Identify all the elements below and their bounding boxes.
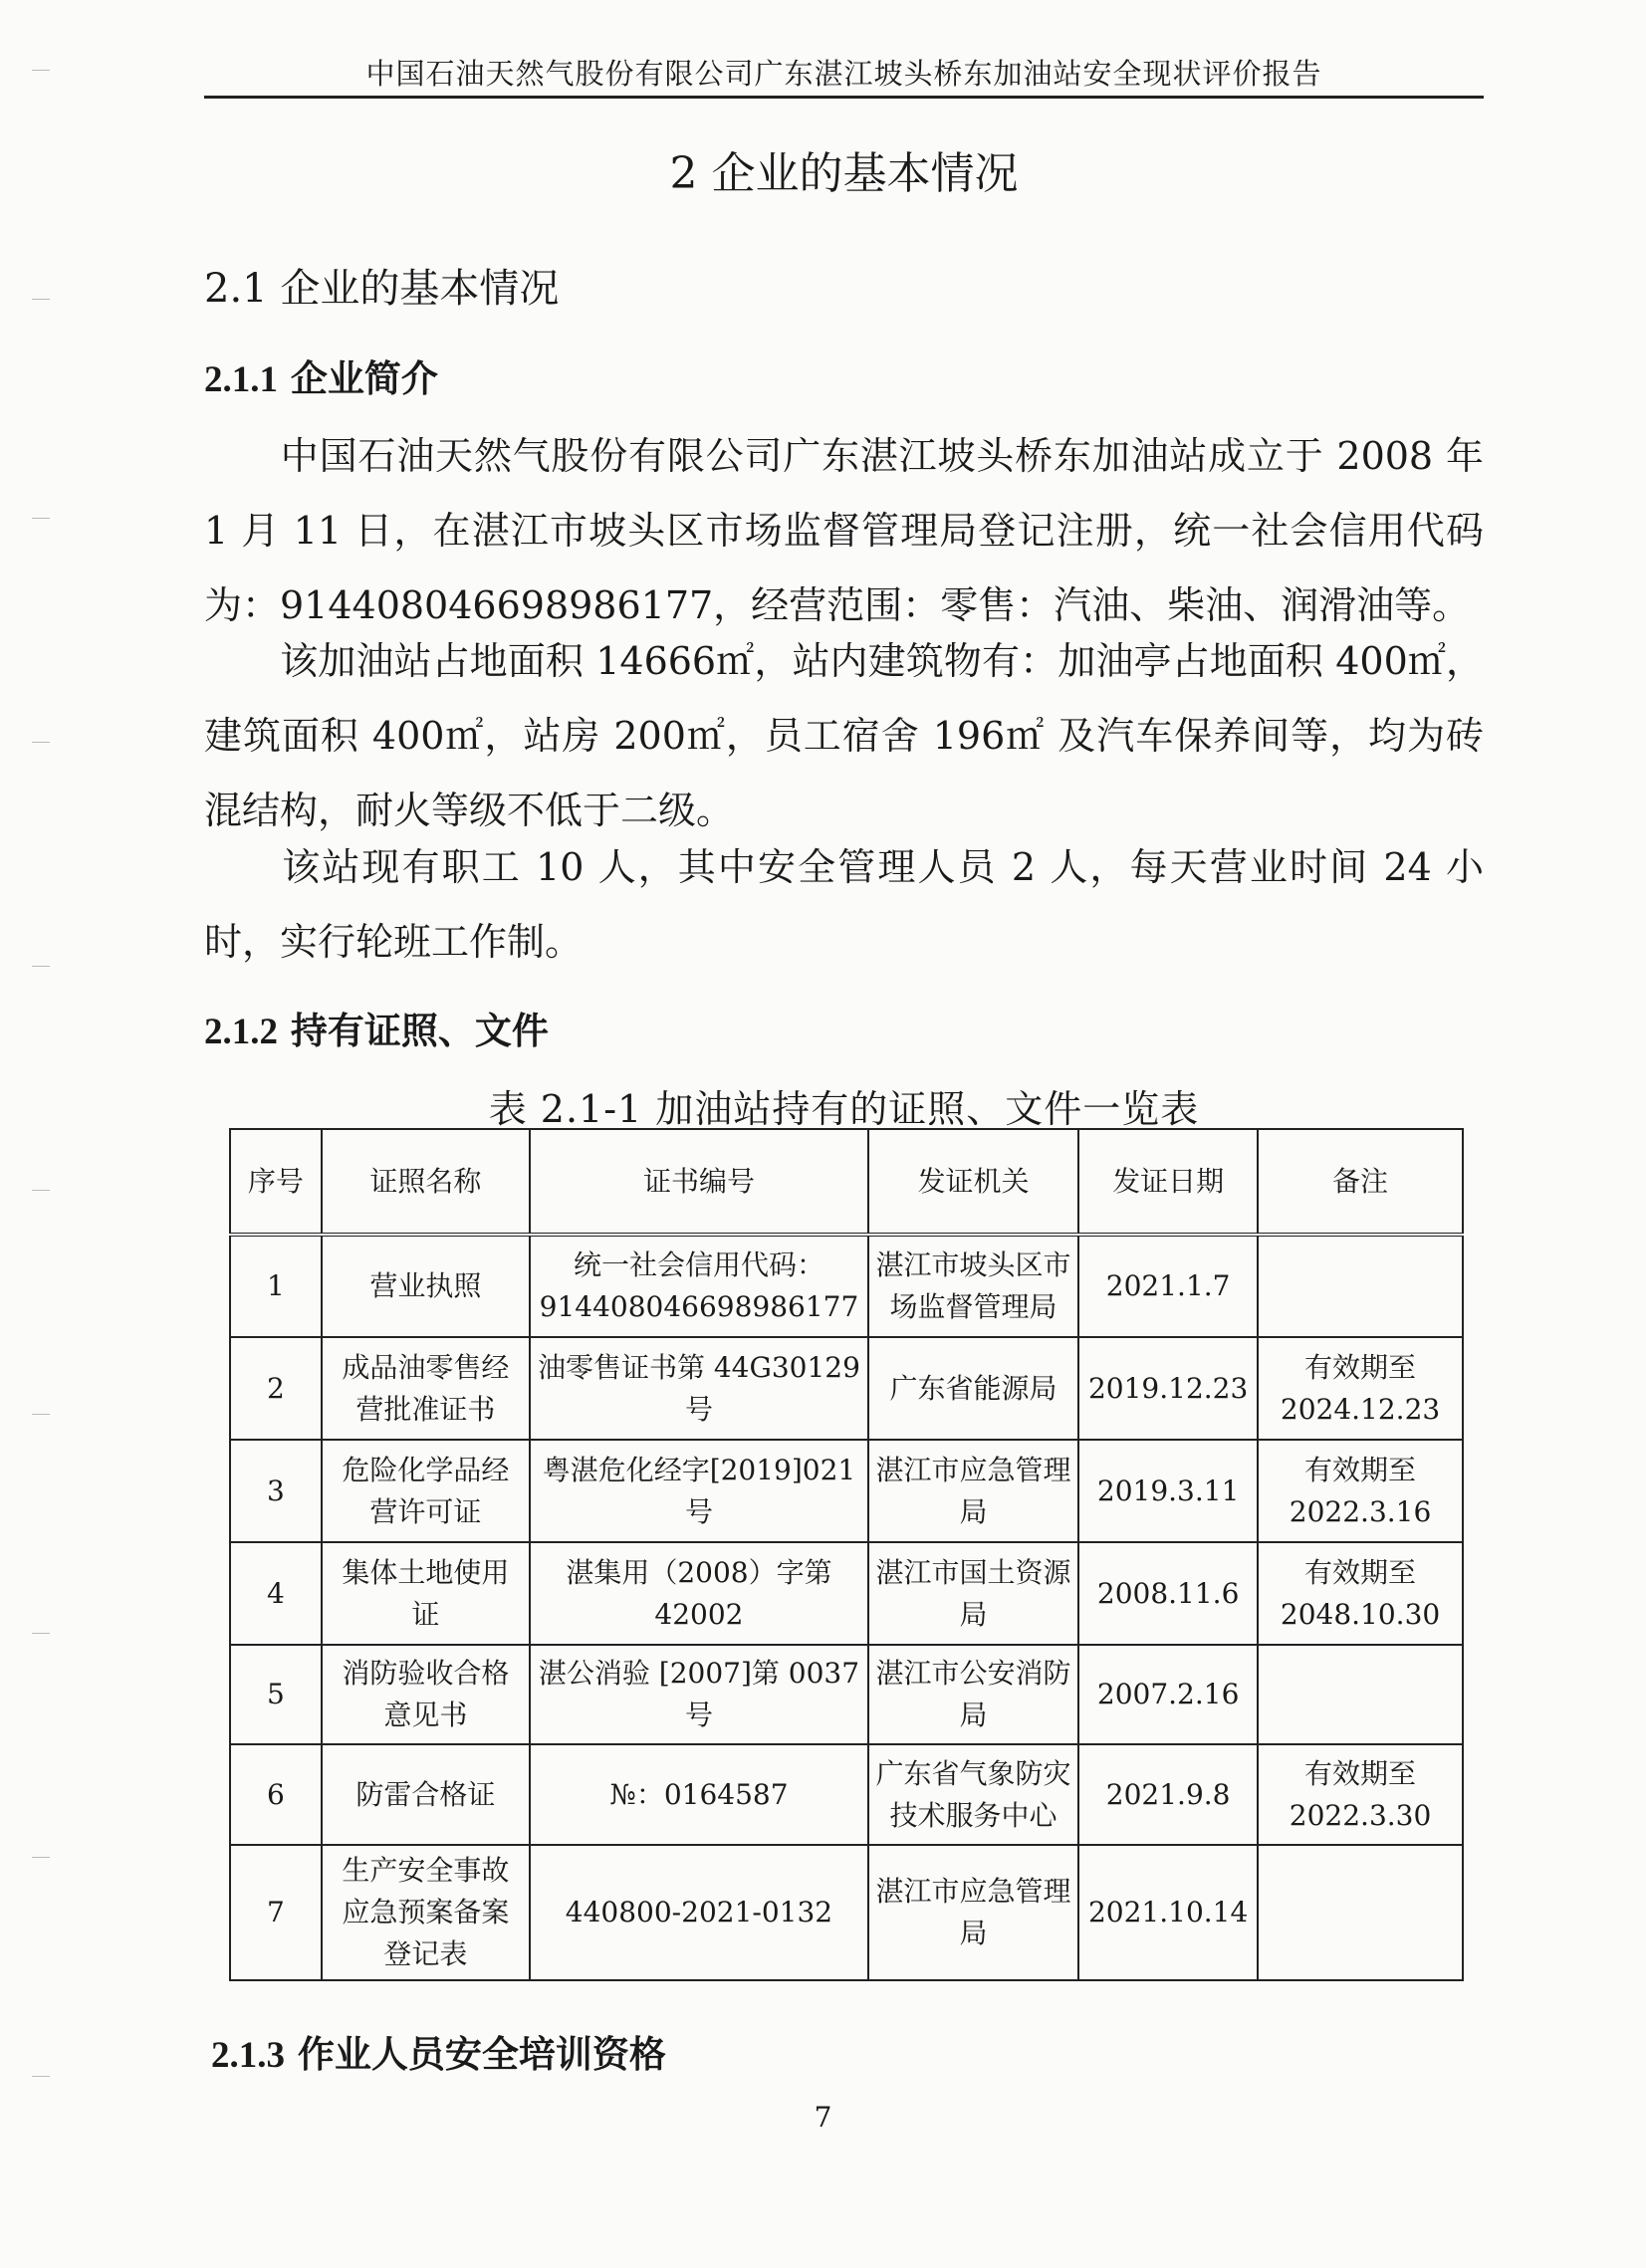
col-header-index: 序号 (230, 1129, 322, 1235)
scan-margin-mark (32, 742, 50, 743)
section-2-1-1-heading (204, 348, 438, 402)
cell-index: 4 (230, 1542, 322, 1645)
cell-date: 2019.12.23 (1078, 1337, 1258, 1440)
cell-number: 统一社会信用代码：914408046698986177 (530, 1235, 868, 1337)
scan-margin-mark (32, 518, 50, 519)
scan-margin-mark (32, 966, 50, 967)
running-header: 中国石油天然气股份有限公司广东湛江坡头桥东加油站安全现状评价报告 (365, 57, 1322, 91)
intro-paragraph-1 (204, 419, 1484, 643)
table-caption: 表 2.1-1 加油站持有的证照、文件一览表 (488, 1087, 1200, 1131)
cell-date: 2008.11.6 (1078, 1542, 1258, 1645)
section-2-1-2-label: 持有证照、文件 (290, 1009, 549, 1052)
section-2-1-2-heading (204, 1001, 549, 1054)
intro-paragraph-3 (204, 830, 1484, 980)
cell-index: 6 (230, 1744, 322, 1845)
cell-issuer: 湛江市国土资源局 (868, 1542, 1078, 1645)
cell-name: 消防验收合格意见书 (322, 1645, 530, 1744)
cell-number: 440800-2021-0132 (530, 1845, 868, 1980)
col-header-date: 发证日期 (1078, 1129, 1258, 1235)
scan-margin-mark (32, 70, 50, 71)
table-row (230, 1542, 1463, 1645)
cell-date: 2007.2.16 (1078, 1645, 1258, 1744)
cell-date: 2021.9.8 (1078, 1744, 1258, 1845)
cell-remark (1258, 1645, 1463, 1744)
cell-date: 2021.1.7 (1078, 1235, 1258, 1337)
cell-remark (1258, 1845, 1463, 1980)
cell-number: 湛集用（2008）字第 42002 (530, 1542, 868, 1645)
table-row (230, 1337, 1463, 1440)
cell-name: 营业执照 (322, 1235, 530, 1337)
intro-paragraph-2 (204, 624, 1484, 848)
table-row (230, 1440, 1463, 1542)
section-2-1-1-label: 企业简介 (290, 356, 438, 400)
cell-number: №：0164587 (530, 1744, 868, 1845)
intro-paragraph-3-text: 该站现有职工 10 人，其中安全管理人员 2 人，每天营业时间 24 小时，实行轮班工作制。 (204, 845, 1484, 964)
intro-paragraph-2-text: 该加油站占地面积 14666㎡，站内建筑物有：加油亭占地面积 400㎡，建筑面积 400㎡，站房 200㎡，员工宿舍 196㎡ 及汽车保养间等，均为砖混结构，耐火等级不低于二级。 (204, 639, 1484, 832)
scan-margin-mark (32, 1857, 50, 1858)
cell-number: 油零售证书第 44G30129 号 (530, 1337, 868, 1440)
cell-date: 2021.10.14 (1078, 1845, 1258, 1980)
cell-name: 生产安全事故应急预案备案登记表 (322, 1845, 530, 1980)
section-2-1-3-number: 2.1.3 (211, 2035, 285, 2076)
intro-paragraph-1-text: 中国石油天然气股份有限公司广东湛江坡头桥东加油站成立于 2008 年 1 月 11 日，在湛江市坡头区市场监督管理局登记注册，统一社会信用代码为：914408046698986177，经营范围：零售：汽油、柴油、润滑油等。 (204, 434, 1484, 627)
cell-issuer: 湛江市公安消防局 (868, 1645, 1078, 1744)
cell-number: 湛公消验 [2007]第 0037 号 (530, 1645, 868, 1744)
cell-date: 2019.3.11 (1078, 1440, 1258, 1542)
cell-issuer: 广东省气象防灾技术服务中心 (868, 1744, 1078, 1845)
cell-remark (1258, 1235, 1463, 1337)
cell-index: 1 (230, 1235, 322, 1337)
certificates-table (229, 1128, 1464, 1981)
section-2-1-3-heading (211, 2024, 666, 2078)
cell-name: 集体土地使用证 (322, 1542, 530, 1645)
col-header-issuer: 发证机关 (868, 1129, 1078, 1235)
page-number: 7 (814, 2101, 832, 2134)
col-header-number: 证书编号 (530, 1129, 868, 1235)
cell-remark: 有效期至 2022.3.30 (1258, 1744, 1463, 1845)
scan-margin-mark (32, 1633, 50, 1634)
cell-issuer: 湛江市坡头区市场监督管理局 (868, 1235, 1078, 1337)
col-header-remark: 备注 (1258, 1129, 1463, 1235)
scan-margin-mark (32, 299, 50, 300)
scan-margin-mark (32, 1414, 50, 1415)
col-header-name: 证照名称 (322, 1129, 530, 1235)
header-rule (204, 96, 1484, 99)
cell-index: 2 (230, 1337, 322, 1440)
chapter-title: 2 企业的基本情况 (669, 148, 1019, 199)
scan-margin-mark (32, 1190, 50, 1191)
cell-number: 粤湛危化经字[2019]021 号 (530, 1440, 868, 1542)
table-row (230, 1744, 1463, 1845)
cell-index: 5 (230, 1645, 322, 1744)
cell-name: 危险化学品经营许可证 (322, 1440, 530, 1542)
table-header-row (230, 1129, 1463, 1235)
cell-remark: 有效期至 2048.10.30 (1258, 1542, 1463, 1645)
section-2-1-title: 2.1 企业的基本情况 (204, 266, 560, 312)
cell-issuer: 湛江市应急管理局 (868, 1440, 1078, 1542)
cell-issuer: 湛江市应急管理局 (868, 1845, 1078, 1980)
section-2-1-2-number: 2.1.2 (204, 1012, 278, 1052)
cell-remark: 有效期至 2024.12.23 (1258, 1337, 1463, 1440)
cell-index: 7 (230, 1845, 322, 1980)
cell-name: 防雷合格证 (322, 1744, 530, 1845)
table-row (230, 1845, 1463, 1980)
cell-index: 3 (230, 1440, 322, 1542)
table-row (230, 1645, 1463, 1744)
cell-remark: 有效期至 2022.3.16 (1258, 1440, 1463, 1542)
scan-margin-mark (32, 2076, 50, 2077)
cell-name: 成品油零售经营批准证书 (322, 1337, 530, 1440)
cell-issuer: 广东省能源局 (868, 1337, 1078, 1440)
section-2-1-3-label: 作业人员安全培训资格 (297, 2032, 666, 2076)
section-2-1-1-number: 2.1.1 (204, 359, 278, 400)
table-row (230, 1235, 1463, 1337)
